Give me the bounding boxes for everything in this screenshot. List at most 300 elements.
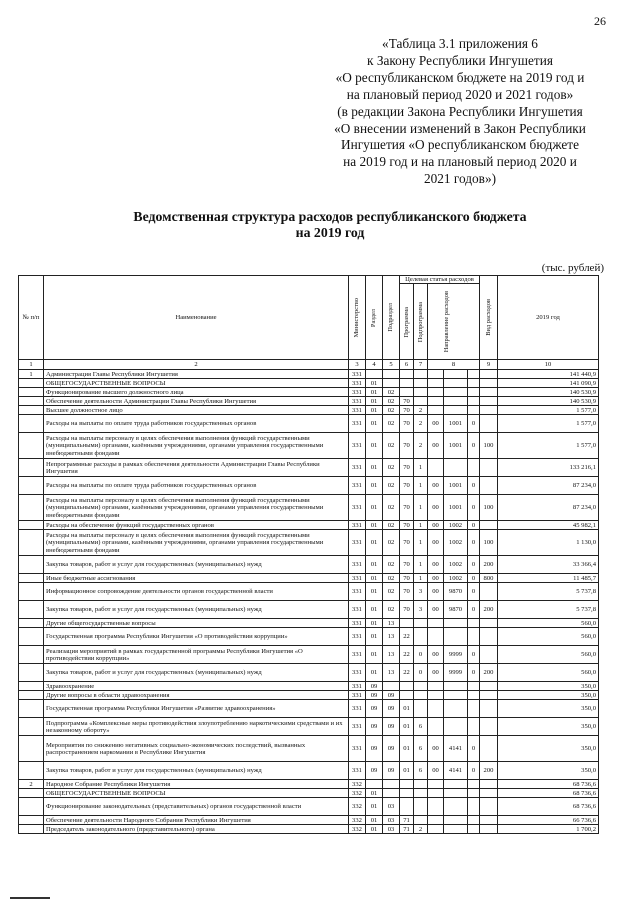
row-subsection: 09 <box>383 718 400 736</box>
row-direction-suffix: 0 <box>468 477 480 495</box>
row-subsection: 13 <box>383 619 400 628</box>
row-ministry: 331 <box>349 397 366 406</box>
column-number: 8 <box>428 360 480 370</box>
row-expense-type <box>480 619 498 628</box>
row-subprogram <box>414 780 428 789</box>
row-program: 01 <box>400 700 414 718</box>
row-subsection: 09 <box>383 700 400 718</box>
row-subprogram: 6 <box>414 718 428 736</box>
table-row <box>19 583 599 601</box>
row-ministry: 331 <box>349 601 366 619</box>
row-program <box>400 379 414 388</box>
row-subsection <box>383 789 400 798</box>
row-number <box>19 816 44 825</box>
row-ministry: 331 <box>349 477 366 495</box>
row-name: Расходы на выплаты персоналу в целях обеспечения выполнения функций государственными (муниципальными) органами, казёнными учреждениями, органами управления государственными внебюджетными фондами <box>44 433 349 459</box>
row-section: 09 <box>366 762 383 780</box>
direction-label: Направление расходов <box>442 291 450 353</box>
header-line: на плановый период 2020 и 2021 годов» <box>346 86 574 102</box>
row-ministry: 331 <box>349 718 366 736</box>
row-ministry: 331 <box>349 459 366 477</box>
row-subsection: 02 <box>383 477 400 495</box>
col-header-num: № п/п <box>19 276 44 360</box>
row-amount: 560,0 <box>498 619 599 628</box>
table-row <box>19 415 599 433</box>
row-section <box>366 370 383 379</box>
row-direction-suffix <box>468 628 480 646</box>
row-program: 70 <box>400 574 414 583</box>
row-number <box>19 530 44 556</box>
row-number <box>19 477 44 495</box>
row-section: 09 <box>366 682 383 691</box>
row-name: Иные бюджетные ассигнования <box>44 574 349 583</box>
row-section: 01 <box>366 397 383 406</box>
row-name: Функционирование законодательных (представительных) органов государственной власти <box>44 798 349 816</box>
row-amount: 141 440,9 <box>498 370 599 379</box>
ministry-label: Министерство <box>353 298 361 338</box>
row-ministry: 331 <box>349 379 366 388</box>
row-subsection: 02 <box>383 459 400 477</box>
row-number <box>19 691 44 700</box>
row-ministry: 331 <box>349 433 366 459</box>
row-amount: 140 530,9 <box>498 388 599 397</box>
section-label: Раздел <box>370 308 378 327</box>
row-number <box>19 397 44 406</box>
row-program <box>400 798 414 816</box>
row-direction-suffix: 0 <box>468 495 480 521</box>
row-subprogram: 6 <box>414 736 428 762</box>
row-direction-code <box>444 397 468 406</box>
row-subprogram: 6 <box>414 762 428 780</box>
row-number <box>19 406 44 415</box>
row-direction-part <box>428 406 444 415</box>
row-program: 71 <box>400 825 414 834</box>
row-ministry: 331 <box>349 583 366 601</box>
table-row <box>19 388 599 397</box>
row-number <box>19 415 44 433</box>
row-section: 01 <box>366 628 383 646</box>
table-row <box>19 682 599 691</box>
row-section: 01 <box>366 798 383 816</box>
table-row <box>19 664 599 682</box>
row-program: 70 <box>400 495 414 521</box>
row-subprogram: 1 <box>414 556 428 574</box>
row-subsection: 13 <box>383 664 400 682</box>
row-expense-type <box>480 406 498 415</box>
row-direction-code <box>444 459 468 477</box>
row-subprogram: 1 <box>414 477 428 495</box>
row-direction-suffix <box>468 397 480 406</box>
row-number <box>19 619 44 628</box>
row-direction-part <box>428 628 444 646</box>
row-amount: 1 577,0 <box>498 433 599 459</box>
col-header-section <box>366 276 383 360</box>
col-header-program <box>400 284 414 360</box>
row-subprogram: 1 <box>414 521 428 530</box>
row-subprogram: 1 <box>414 495 428 521</box>
row-direction-part: 00 <box>428 574 444 583</box>
row-ministry: 332 <box>349 798 366 816</box>
row-direction-part <box>428 718 444 736</box>
row-name: Другие вопросы в области здравоохранения <box>44 691 349 700</box>
table-row <box>19 397 599 406</box>
row-subprogram <box>414 397 428 406</box>
row-expense-type <box>480 397 498 406</box>
row-name: Закупка товаров, работ и услуг для государственных (муниципальных) нужд <box>44 556 349 574</box>
row-ministry: 332 <box>349 825 366 834</box>
row-subprogram <box>414 370 428 379</box>
row-section: 01 <box>366 825 383 834</box>
row-program: 70 <box>400 521 414 530</box>
row-program: 70 <box>400 433 414 459</box>
row-section: 01 <box>366 477 383 495</box>
row-direction-suffix <box>468 789 480 798</box>
row-direction-code <box>444 789 468 798</box>
row-direction-suffix <box>468 379 480 388</box>
row-number <box>19 521 44 530</box>
row-direction-part: 00 <box>428 495 444 521</box>
row-section: 01 <box>366 583 383 601</box>
row-direction-suffix <box>468 825 480 834</box>
col-header-target-group: Целевая статья расходов <box>400 276 480 284</box>
row-name: Обеспечение деятельности Администрации Главы Республики Ингушетия <box>44 397 349 406</box>
row-subsection <box>383 780 400 789</box>
table-row <box>19 646 599 664</box>
row-subsection: 02 <box>383 583 400 601</box>
row-subprogram: 1 <box>414 459 428 477</box>
row-direction-code: 1001 <box>444 433 468 459</box>
row-subsection: 02 <box>383 495 400 521</box>
row-section: 01 <box>366 646 383 664</box>
row-subprogram: 0 <box>414 646 428 664</box>
col-header-name: Наименование <box>44 276 349 360</box>
row-ministry: 331 <box>349 521 366 530</box>
row-program: 70 <box>400 477 414 495</box>
row-name: ОБЩЕГОСУДАРСТВЕННЫЕ ВОПРОСЫ <box>44 789 349 798</box>
row-section: 01 <box>366 495 383 521</box>
row-section: 09 <box>366 718 383 736</box>
row-amount: 140 530,9 <box>498 397 599 406</box>
row-direction-suffix: 0 <box>468 583 480 601</box>
row-expense-type: 200 <box>480 762 498 780</box>
row-ministry: 331 <box>349 415 366 433</box>
row-direction-part: 00 <box>428 601 444 619</box>
row-ministry: 331 <box>349 700 366 718</box>
row-name: Высшее должностное лицо <box>44 406 349 415</box>
header-line: «О внесении изменений в Закон Республики <box>334 120 586 136</box>
row-direction-suffix: 0 <box>468 601 480 619</box>
row-name: Непрограммные расходы в рамках обеспечения деятельности Администрации Главы Республики Ингушетия <box>44 459 349 477</box>
row-subsection <box>383 379 400 388</box>
row-expense-type <box>480 700 498 718</box>
row-direction-part <box>428 780 444 789</box>
program-label: Программа <box>402 306 410 338</box>
row-subprogram: 2 <box>414 825 428 834</box>
row-name: Реализация мероприятий в рамках государственной программы Республики Ингушетия «О противодействии коррупции» <box>44 646 349 664</box>
row-subsection: 02 <box>383 601 400 619</box>
row-amount: 68 736,6 <box>498 780 599 789</box>
row-subsection: 02 <box>383 530 400 556</box>
table-row <box>19 736 599 762</box>
row-name: Закупка товаров, работ и услуг для государственных (муниципальных) нужд <box>44 762 349 780</box>
row-direction-part <box>428 816 444 825</box>
table-row <box>19 433 599 459</box>
row-subsection: 02 <box>383 397 400 406</box>
row-subprogram <box>414 700 428 718</box>
row-expense-type <box>480 379 498 388</box>
row-direction-suffix <box>468 406 480 415</box>
row-ministry: 331 <box>349 682 366 691</box>
header-line: Ингушетия «О республиканском бюджете <box>341 137 579 153</box>
column-number: 1 <box>19 360 44 370</box>
row-direction-code: 1002 <box>444 521 468 530</box>
row-direction-part <box>428 388 444 397</box>
row-section: 01 <box>366 556 383 574</box>
row-direction-code <box>444 406 468 415</box>
table-row <box>19 762 599 780</box>
row-direction-suffix: 0 <box>468 530 480 556</box>
row-amount: 350,0 <box>498 718 599 736</box>
subsection-label: Подраздел <box>387 303 395 332</box>
table-row <box>19 406 599 415</box>
row-program <box>400 789 414 798</box>
row-ministry: 331 <box>349 370 366 379</box>
row-direction-suffix: 0 <box>468 433 480 459</box>
row-number <box>19 718 44 736</box>
row-section: 01 <box>366 816 383 825</box>
row-section: 01 <box>366 789 383 798</box>
row-subsection: 03 <box>383 798 400 816</box>
row-program: 71 <box>400 816 414 825</box>
row-number <box>19 459 44 477</box>
row-direction-code: 9999 <box>444 646 468 664</box>
row-subsection: 09 <box>383 691 400 700</box>
table-row <box>19 556 599 574</box>
row-amount: 66 736,6 <box>498 816 599 825</box>
row-subsection: 02 <box>383 521 400 530</box>
row-name: Народное Собрание Республики Ингушетия <box>44 780 349 789</box>
table-row <box>19 628 599 646</box>
row-expense-type: 800 <box>480 574 498 583</box>
row-expense-type <box>480 415 498 433</box>
row-amount: 133 216,1 <box>498 459 599 477</box>
col-header-year: 2019 год <box>498 276 599 360</box>
row-ministry: 332 <box>349 816 366 825</box>
row-name: Председатель законодательного (представительного) органа <box>44 825 349 834</box>
row-program: 70 <box>400 601 414 619</box>
column-number: 6 <box>400 360 414 370</box>
row-section: 01 <box>366 619 383 628</box>
row-section: 01 <box>366 664 383 682</box>
row-ministry: 331 <box>349 556 366 574</box>
row-subsection: 09 <box>383 736 400 762</box>
row-section: 01 <box>366 459 383 477</box>
header-line: «О республиканском бюджете на 2019 год и <box>335 69 585 85</box>
row-amount: 1 577,0 <box>498 415 599 433</box>
row-direction-suffix <box>468 619 480 628</box>
row-ministry: 331 <box>349 495 366 521</box>
table-row <box>19 825 599 834</box>
row-direction-part: 00 <box>428 646 444 664</box>
row-direction-code: 1001 <box>444 477 468 495</box>
row-number: 2 <box>19 780 44 789</box>
row-direction-part: 00 <box>428 477 444 495</box>
row-program <box>400 370 414 379</box>
row-direction-suffix <box>468 816 480 825</box>
row-direction-part: 00 <box>428 530 444 556</box>
row-expense-type: 200 <box>480 556 498 574</box>
table-row <box>19 530 599 556</box>
row-program: 22 <box>400 628 414 646</box>
table-row <box>19 816 599 825</box>
row-subsection: 03 <box>383 825 400 834</box>
table-row <box>19 370 599 379</box>
law-reference-header <box>300 36 620 188</box>
column-number: 5 <box>383 360 400 370</box>
row-ministry: 331 <box>349 691 366 700</box>
row-direction-code <box>444 700 468 718</box>
row-number <box>19 700 44 718</box>
row-direction-part <box>428 825 444 834</box>
row-subprogram: 2 <box>414 415 428 433</box>
row-direction-suffix: 0 <box>468 556 480 574</box>
row-direction-part: 00 <box>428 736 444 762</box>
header-line: к Закону Республики Ингушетия <box>367 52 553 68</box>
row-subsection: 02 <box>383 433 400 459</box>
row-amount: 350,0 <box>498 700 599 718</box>
col-header-direction <box>428 284 480 360</box>
row-ministry: 331 <box>349 646 366 664</box>
column-number: 4 <box>366 360 383 370</box>
row-ministry: 332 <box>349 780 366 789</box>
row-subsection: 13 <box>383 646 400 664</box>
row-direction-suffix <box>468 459 480 477</box>
row-amount: 350,0 <box>498 682 599 691</box>
row-subsection: 02 <box>383 406 400 415</box>
row-name: Расходы на обеспечение функций государственных органов <box>44 521 349 530</box>
row-amount: 11 485,7 <box>498 574 599 583</box>
row-expense-type: 100 <box>480 530 498 556</box>
table-row <box>19 459 599 477</box>
row-name: Государственная программа Республики Ингушетия «Развитие здравоохранения» <box>44 700 349 718</box>
header-line: «Таблица 3.1 приложения 6 <box>382 36 538 51</box>
row-number <box>19 825 44 834</box>
row-direction-suffix: 0 <box>468 415 480 433</box>
row-direction-part <box>428 619 444 628</box>
row-amount: 68 736,6 <box>498 789 599 798</box>
row-ministry: 332 <box>349 789 366 798</box>
row-direction-suffix: 0 <box>468 762 480 780</box>
table-row <box>19 601 599 619</box>
row-number <box>19 583 44 601</box>
column-number: 2 <box>44 360 349 370</box>
row-expense-type: 200 <box>480 664 498 682</box>
table-row <box>19 691 599 700</box>
row-direction-code <box>444 816 468 825</box>
row-amount: 5 737,8 <box>498 601 599 619</box>
row-name: Расходы на выплаты персоналу в целях обеспечения выполнения функций государственными (муниципальными) органами, казёнными учреждениями, органами управления государственными внебюджетными фондами <box>44 530 349 556</box>
row-name: Информационное сопровождение деятельности органов государственной власти <box>44 583 349 601</box>
row-direction-suffix: 0 <box>468 574 480 583</box>
row-direction-code <box>444 388 468 397</box>
row-amount: 87 234,0 <box>498 495 599 521</box>
row-direction-suffix <box>468 718 480 736</box>
row-amount: 1 577,0 <box>498 406 599 415</box>
row-name: Подпрограмма «Комплексные меры противодействия злоупотреблению наркотическими средствами и их незаконному обороту» <box>44 718 349 736</box>
row-name: Расходы на выплаты по оплате труда работников государственных органов <box>44 415 349 433</box>
row-program: 70 <box>400 530 414 556</box>
row-direction-part <box>428 370 444 379</box>
row-subprogram <box>414 816 428 825</box>
row-subsection <box>383 370 400 379</box>
row-section: 09 <box>366 736 383 762</box>
row-subprogram <box>414 798 428 816</box>
row-ministry: 331 <box>349 530 366 556</box>
row-direction-code <box>444 691 468 700</box>
row-direction-part: 00 <box>428 556 444 574</box>
row-section: 01 <box>366 574 383 583</box>
row-ministry: 331 <box>349 406 366 415</box>
row-subprogram: 3 <box>414 601 428 619</box>
row-subprogram <box>414 789 428 798</box>
row-name: Расходы на выплаты персоналу в целях обеспечения выполнения функций государственными (муниципальными) органами, казёнными учреждениями, органами управления государственными внебюджетными фондами <box>44 495 349 521</box>
units-label: (тыс. рублей) <box>541 262 604 274</box>
row-number <box>19 789 44 798</box>
row-subprogram: 2 <box>414 406 428 415</box>
budget-table <box>18 275 599 834</box>
row-direction-code: 9999 <box>444 664 468 682</box>
row-amount: 87 234,0 <box>498 477 599 495</box>
row-subprogram: 0 <box>414 664 428 682</box>
row-subsection: 02 <box>383 556 400 574</box>
row-name: Закупка товаров, работ и услуг для государственных (муниципальных) нужд <box>44 664 349 682</box>
row-number <box>19 682 44 691</box>
row-section: 01 <box>366 388 383 397</box>
row-expense-type <box>480 477 498 495</box>
row-expense-type <box>480 628 498 646</box>
row-direction-suffix <box>468 682 480 691</box>
row-amount: 45 982,1 <box>498 521 599 530</box>
row-direction-part <box>428 691 444 700</box>
row-subprogram <box>414 619 428 628</box>
row-expense-type <box>480 718 498 736</box>
row-name: Другие общегосударственные вопросы <box>44 619 349 628</box>
row-program: 70 <box>400 397 414 406</box>
row-subprogram <box>414 628 428 646</box>
row-name: Здравоохранение <box>44 682 349 691</box>
row-subprogram: 3 <box>414 583 428 601</box>
row-subprogram <box>414 379 428 388</box>
column-number: 9 <box>480 360 498 370</box>
row-number <box>19 574 44 583</box>
row-direction-code <box>444 619 468 628</box>
header-line: 2021 годов») <box>423 171 497 187</box>
row-program: 70 <box>400 406 414 415</box>
row-direction-code: 9870 <box>444 601 468 619</box>
table-row <box>19 379 599 388</box>
col-header-expense-type <box>480 276 498 360</box>
row-expense-type <box>480 388 498 397</box>
row-number <box>19 433 44 459</box>
row-number <box>19 762 44 780</box>
row-number <box>19 388 44 397</box>
row-amount: 1 700,2 <box>498 825 599 834</box>
row-expense-type: 100 <box>480 495 498 521</box>
table-row <box>19 477 599 495</box>
row-direction-part: 00 <box>428 415 444 433</box>
table-row <box>19 789 599 798</box>
row-amount: 5 737,8 <box>498 583 599 601</box>
